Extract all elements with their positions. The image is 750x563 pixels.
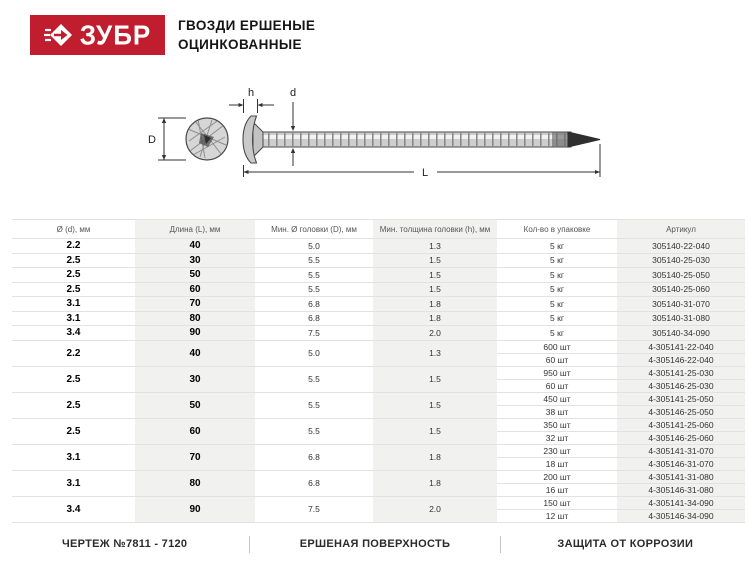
table-cell: 5 кг xyxy=(497,282,617,297)
spec-table xyxy=(12,219,745,523)
table-cell: 90 xyxy=(135,326,255,341)
table-cell: 4-305141-25-030 xyxy=(617,366,745,379)
dimension-label-h: h xyxy=(247,87,255,99)
table-cell: 2.5 xyxy=(12,366,135,392)
column-header: Ø (d), мм xyxy=(12,220,135,239)
page-title-line2: ОЦИНКОВАННЫЕ xyxy=(178,37,302,52)
table-cell: 7.5 xyxy=(255,326,373,341)
table-cell: 2.5 xyxy=(12,418,135,444)
dimension-label-d: d xyxy=(289,87,297,99)
table-cell: 5 кг xyxy=(497,239,617,254)
nail-head-front-view xyxy=(186,118,228,160)
table-cell: 80 xyxy=(135,470,255,496)
table-cell: 4-305146-31-080 xyxy=(617,483,745,496)
table-row xyxy=(12,297,745,312)
table-cell: 4-305141-34-090 xyxy=(617,496,745,509)
table-cell: 305140-25-030 xyxy=(617,253,745,268)
table-cell: 1.5 xyxy=(373,282,497,297)
table-cell: 4-305141-22-040 xyxy=(617,340,745,353)
table-cell: 60 xyxy=(135,418,255,444)
column-header: Длина (L), мм xyxy=(135,220,255,239)
table-cell: 5 кг xyxy=(497,311,617,326)
table-cell: 7.5 xyxy=(255,496,373,522)
table-cell: 4-305141-25-050 xyxy=(617,392,745,405)
table-cell: 4-305146-22-040 xyxy=(617,353,745,366)
table-cell: 1.5 xyxy=(373,253,497,268)
table-cell: 3.1 xyxy=(12,470,135,496)
table-cell: 2.5 xyxy=(12,282,135,297)
dimension-label-D: D xyxy=(148,134,156,146)
table-row xyxy=(12,326,745,341)
table-row xyxy=(12,282,745,297)
table-cell: 4-305146-25-050 xyxy=(617,405,745,418)
table-row xyxy=(12,239,745,254)
table-cell: 70 xyxy=(135,297,255,312)
footer-strip xyxy=(0,531,750,557)
column-header: Мин. Ø головки (D), мм xyxy=(255,220,373,239)
table-cell: 5 кг xyxy=(497,326,617,341)
column-header: Кол-во в упаковке xyxy=(497,220,617,239)
table-cell: 230 шт xyxy=(497,444,617,457)
table-cell: 5.0 xyxy=(255,239,373,254)
table-group-row xyxy=(12,366,745,379)
table-cell: 1.8 xyxy=(373,297,497,312)
table-cell: 6.8 xyxy=(255,444,373,470)
table-cell: 40 xyxy=(135,239,255,254)
table-cell: 2.5 xyxy=(12,392,135,418)
table-cell: 3.1 xyxy=(12,311,135,326)
table-cell: 1.3 xyxy=(373,340,497,366)
table-cell: 1.8 xyxy=(373,444,497,470)
table-cell: 950 шт xyxy=(497,366,617,379)
page-title-line1: ГВОЗДИ ЕРШЕНЫЕ xyxy=(178,18,316,33)
table-cell: 4-305146-34-090 xyxy=(617,509,745,522)
table-cell: 80 xyxy=(135,311,255,326)
table-cell: 30 xyxy=(135,366,255,392)
table-cell: 305140-34-090 xyxy=(617,326,745,341)
table-cell: 6.8 xyxy=(255,470,373,496)
table-cell: 1.5 xyxy=(373,418,497,444)
table-cell: 150 шт xyxy=(497,496,617,509)
table-group-row xyxy=(12,418,745,431)
table-cell: 60 xyxy=(135,282,255,297)
table-cell: 2.0 xyxy=(373,326,497,341)
table-cell: 1.5 xyxy=(373,366,497,392)
table-cell: 32 шт xyxy=(497,431,617,444)
table-row xyxy=(12,253,745,268)
table-cell: 5.0 xyxy=(255,340,373,366)
table-cell: 60 шт xyxy=(497,353,617,366)
table-cell: 305140-31-080 xyxy=(617,311,745,326)
table-cell: 1.3 xyxy=(373,239,497,254)
table-cell: 2.2 xyxy=(12,340,135,366)
table-cell: 3.4 xyxy=(12,326,135,341)
table-row xyxy=(12,268,745,283)
table-cell: 4-305146-25-030 xyxy=(617,379,745,392)
table-cell: 2.5 xyxy=(12,268,135,283)
table-cell: 2.0 xyxy=(373,496,497,522)
table-cell: 5.5 xyxy=(255,418,373,444)
table-group-row xyxy=(12,444,745,457)
table-cell: 305140-31-070 xyxy=(617,297,745,312)
dimension-D xyxy=(158,118,186,160)
table-cell: 38 шт xyxy=(497,405,617,418)
table-cell: 50 xyxy=(135,268,255,283)
table-cell: 5.5 xyxy=(255,268,373,283)
brand-logo xyxy=(30,15,165,55)
header-row xyxy=(12,220,745,239)
table-cell: 30 xyxy=(135,253,255,268)
table-cell: 16 шт xyxy=(497,483,617,496)
page-title xyxy=(178,16,315,54)
table-cell: 1.5 xyxy=(373,268,497,283)
footer-item-drawing-number: ЧЕРТЕЖ №7811 - 7120 xyxy=(61,538,188,550)
table-cell: 1.8 xyxy=(373,470,497,496)
table-cell: 60 шт xyxy=(497,379,617,392)
nail-drawing xyxy=(0,85,750,190)
table-cell: 350 шт xyxy=(497,418,617,431)
dimension-label-L: L xyxy=(421,167,429,179)
table-group-row xyxy=(12,496,745,509)
table-cell: 70 xyxy=(135,444,255,470)
table-cell: 5 кг xyxy=(497,297,617,312)
table-cell: 4-305146-31-070 xyxy=(617,457,745,470)
table-cell: 5 кг xyxy=(497,253,617,268)
table-cell: 5 кг xyxy=(497,268,617,283)
table-cell: 12 шт xyxy=(497,509,617,522)
footer-item-corrosion: ЗАЩИТА ОТ КОРРОЗИИ xyxy=(557,538,694,550)
spec-table-head xyxy=(12,220,745,239)
table-cell: 4-305146-25-060 xyxy=(617,431,745,444)
table-cell: 5.5 xyxy=(255,366,373,392)
table-cell: 6.8 xyxy=(255,297,373,312)
table-cell: 2.2 xyxy=(12,239,135,254)
table-cell: 5.5 xyxy=(255,282,373,297)
table-cell: 2.5 xyxy=(12,253,135,268)
table-cell: 40 xyxy=(135,340,255,366)
spec-table-body xyxy=(12,239,745,523)
brand-logo-text: ЗУБР xyxy=(79,19,152,51)
table-cell: 450 шт xyxy=(497,392,617,405)
table-cell: 600 шт xyxy=(497,340,617,353)
table-cell: 5.5 xyxy=(255,392,373,418)
table-group-row xyxy=(12,470,745,483)
table-cell: 6.8 xyxy=(255,311,373,326)
table-cell: 50 xyxy=(135,392,255,418)
table-cell: 1.8 xyxy=(373,311,497,326)
dimension-h xyxy=(229,99,274,113)
table-cell: 1.5 xyxy=(373,392,497,418)
table-row xyxy=(12,311,745,326)
column-header: Мин. толщина головки (h), мм xyxy=(373,220,497,239)
nail-side-view xyxy=(243,116,600,163)
table-cell: 305140-25-050 xyxy=(617,268,745,283)
column-header: Артикул xyxy=(617,220,745,239)
table-cell: 4-305141-25-060 xyxy=(617,418,745,431)
table-cell: 90 xyxy=(135,496,255,522)
table-group-row xyxy=(12,392,745,405)
table-cell: 18 шт xyxy=(497,457,617,470)
table-cell: 3.1 xyxy=(12,297,135,312)
table-cell: 200 шт xyxy=(497,470,617,483)
table-cell: 3.4 xyxy=(12,496,135,522)
table-cell: 305140-22-040 xyxy=(617,239,745,254)
footer-item-surface: ЕРШЕНАЯ ПОВЕРХНОСТЬ xyxy=(299,538,451,550)
table-cell: 4-305141-31-070 xyxy=(617,444,745,457)
table-cell: 305140-25-060 xyxy=(617,282,745,297)
table-cell: 3.1 xyxy=(12,444,135,470)
table-group-row xyxy=(12,340,745,353)
table-cell: 5.5 xyxy=(255,253,373,268)
zubr-arrow-icon xyxy=(44,20,74,50)
table-cell: 4-305141-31-080 xyxy=(617,470,745,483)
